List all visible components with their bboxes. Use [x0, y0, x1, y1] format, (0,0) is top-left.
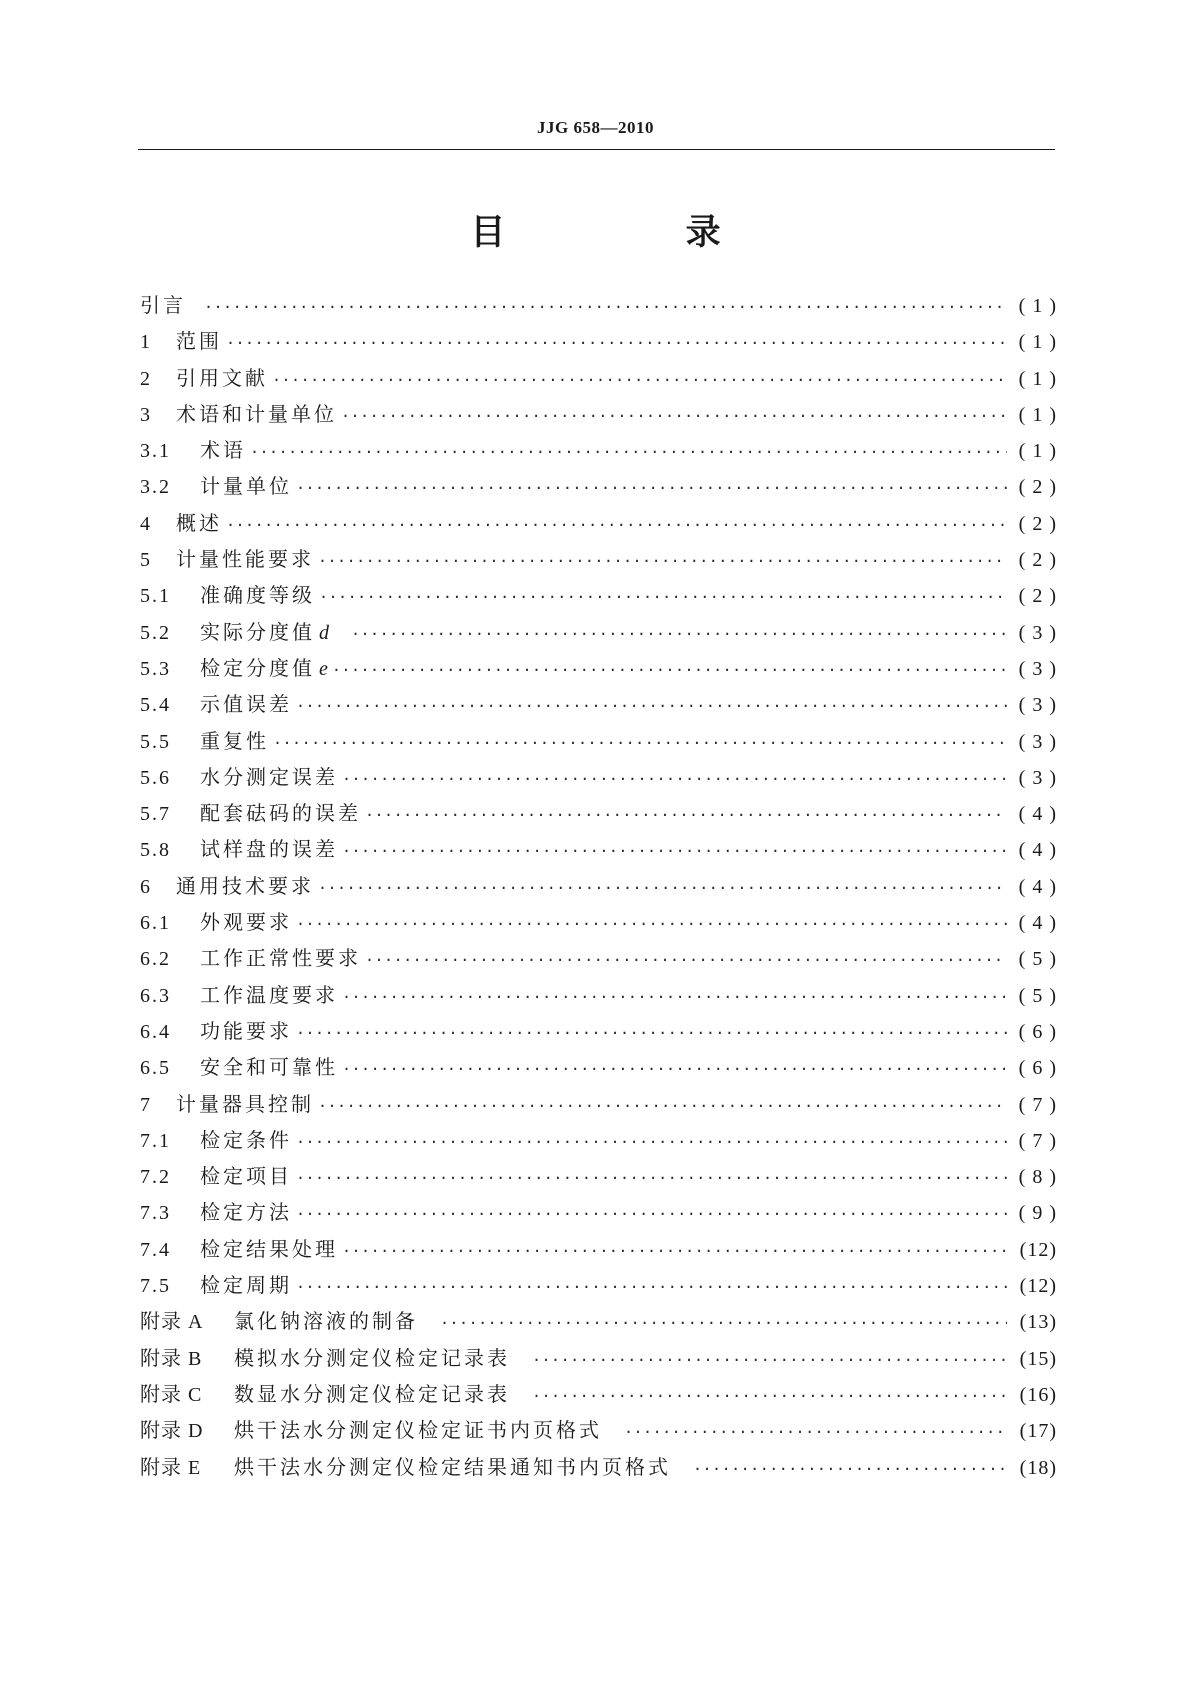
toc-entry-label: 数显水分测定仪检定记录表 — [234, 1381, 510, 1406]
toc-entry-symbol: e — [319, 657, 328, 680]
toc-entry-page: ( 8 ) — [1018, 1166, 1057, 1189]
toc-entry-label: 水分测定误差 — [200, 764, 338, 789]
toc-dot-leader — [250, 443, 1007, 461]
toc-entry-label: 范围 — [176, 329, 222, 354]
toc-entry-page: ( 2 ) — [1018, 585, 1057, 608]
toc-dot-leader — [296, 1133, 1007, 1151]
toc-entry[interactable] — [140, 942, 1057, 978]
toc-entry-label: 检定结果处理 — [200, 1236, 338, 1261]
toc-dot-leader — [365, 806, 1007, 824]
toc-entry[interactable] — [140, 1160, 1057, 1196]
toc-entry-page: ( 3 ) — [1018, 730, 1057, 753]
toc-entry[interactable] — [140, 616, 1057, 652]
toc-dot-leader — [440, 1314, 1007, 1332]
toc-dot-leader — [342, 770, 1007, 788]
toc-entry-number: 附录 A — [140, 1311, 204, 1334]
toc-entry-number: 7.5 — [140, 1275, 171, 1298]
toc-entry[interactable] — [140, 507, 1057, 543]
toc-entry[interactable] — [140, 325, 1057, 361]
toc-entry-label: 计量器具控制 — [176, 1091, 314, 1116]
toc-entry-number: 3 — [140, 403, 150, 426]
toc-entry-number: 6 — [140, 875, 150, 898]
toc-dot-leader — [693, 1460, 1007, 1478]
toc-entry-number: 3.2 — [140, 476, 171, 499]
toc-entry[interactable] — [140, 1015, 1057, 1051]
toc-entry-number: 5 — [140, 549, 150, 572]
toc-entry[interactable] — [140, 362, 1057, 398]
toc-dot-leader — [318, 1097, 1007, 1115]
toc-entry-label: 术语 — [200, 438, 246, 463]
toc-entry[interactable] — [140, 1414, 1057, 1450]
toc-entry-label: 烘干法水分测定仪检定结果通知书内页格式 — [234, 1454, 671, 1479]
toc-entry-number: 5.8 — [140, 839, 171, 862]
toc-entry-page: (15) — [1019, 1347, 1057, 1370]
toc-dot-leader — [342, 842, 1007, 860]
toc-entry-number: 6.3 — [140, 984, 171, 1007]
toc-entry-page: ( 7 ) — [1018, 1093, 1057, 1116]
toc-entry[interactable] — [140, 470, 1057, 506]
toc-entry-number: 3.1 — [140, 440, 171, 463]
toc-entry-label: 准确度等级 — [200, 583, 315, 608]
toc-dot-leader — [296, 479, 1007, 497]
toc-entry-page: ( 3 ) — [1018, 621, 1057, 644]
toc-dot-leader — [332, 661, 1007, 679]
toc-entry[interactable] — [140, 1233, 1057, 1269]
toc-entry-number: 7.2 — [140, 1166, 171, 1189]
toc-entry-number: 5.1 — [140, 585, 171, 608]
toc-entry-number: 6.4 — [140, 1020, 171, 1043]
toc-entry[interactable] — [140, 398, 1057, 434]
toc-entry[interactable] — [140, 1051, 1057, 1087]
toc-entry-label: 实际分度值 — [200, 619, 315, 644]
toc-entry-page: ( 1 ) — [1018, 440, 1057, 463]
toc-entry-page: (12) — [1019, 1275, 1057, 1298]
toc-entry-page: ( 5 ) — [1018, 984, 1057, 1007]
header-divider — [138, 149, 1055, 150]
toc-dot-leader — [624, 1423, 1007, 1441]
toc-dot-leader — [296, 1024, 1007, 1042]
toc-entry-number: 5.5 — [140, 730, 171, 753]
toc-entry-number: 5.3 — [140, 657, 171, 680]
toc-entry-label: 烘干法水分测定仪检定证书内页格式 — [234, 1418, 602, 1443]
toc-entry[interactable] — [140, 434, 1057, 470]
toc-entry-label: 功能要求 — [200, 1018, 292, 1043]
toc-entry-number: 6.5 — [140, 1057, 171, 1080]
toc-entry-page: ( 1 ) — [1018, 295, 1057, 317]
toc-entry-label: 安全和可靠性 — [200, 1055, 338, 1080]
toc-entry-page: (18) — [1019, 1456, 1057, 1479]
toc-entry-label: 术语和计量单位 — [176, 401, 337, 426]
toc-entry-label: 计量性能要求 — [176, 547, 314, 572]
toc-entry[interactable] — [140, 579, 1057, 615]
toc-dot-leader — [273, 734, 1007, 752]
toc-dot-leader — [342, 988, 1007, 1006]
toc-dot-leader — [296, 915, 1007, 933]
toc-entry-page: ( 4 ) — [1018, 875, 1057, 898]
toc-entry-number: 附录 E — [140, 1456, 202, 1479]
toc-entry-page: ( 3 ) — [1018, 657, 1057, 680]
toc-entry[interactable] — [140, 797, 1057, 833]
toc-entry[interactable] — [140, 761, 1057, 797]
toc-entry-label: 示值误差 — [200, 692, 292, 717]
toc-dot-leader — [318, 879, 1007, 897]
toc-entry-label: 计量单位 — [200, 474, 292, 499]
toc-entry-page: (13) — [1019, 1311, 1057, 1334]
toc-dot-leader — [532, 1351, 1007, 1369]
toc-dot-leader — [318, 552, 1007, 570]
toc-entry-page: ( 1 ) — [1018, 367, 1057, 390]
toc-entry-number: 1 — [140, 331, 150, 354]
toc-entry-number: 7.1 — [140, 1129, 171, 1152]
toc-entry-label: 引言 — [140, 293, 186, 317]
toc-entry-page: ( 1 ) — [1018, 403, 1057, 426]
toc-dot-leader — [296, 1205, 1007, 1223]
toc-entry-page: ( 4 ) — [1018, 839, 1057, 862]
toc-entry-label: 检定分度值 — [200, 655, 315, 680]
toc-dot-leader — [532, 1387, 1007, 1405]
toc-entry-number: 附录 C — [140, 1383, 203, 1406]
toc-dot-leader — [342, 1242, 1007, 1260]
toc-entry-label: 检定周期 — [200, 1273, 292, 1298]
toc-entry-page: ( 7 ) — [1018, 1129, 1057, 1152]
toc-entry-label: 重复性 — [200, 728, 269, 753]
toc-entry-label: 概述 — [176, 510, 222, 535]
toc-entry[interactable] — [140, 688, 1057, 724]
toc-entry[interactable] — [140, 543, 1057, 579]
toc-entry[interactable] — [140, 652, 1057, 688]
toc-entry[interactable] — [140, 1196, 1057, 1232]
toc-entry-label: 配套砝码的误差 — [200, 801, 361, 826]
toc-entry[interactable] — [140, 1088, 1057, 1124]
toc-entry-number: 5.2 — [140, 621, 171, 644]
toc-entry-page: (17) — [1019, 1420, 1057, 1443]
toc-entry-label: 引用文献 — [176, 365, 268, 390]
toc-entry-number: 4 — [140, 512, 150, 535]
toc-dot-leader — [365, 951, 1007, 969]
toc-entry[interactable] — [140, 870, 1057, 906]
toc-dot-leader — [296, 697, 1007, 715]
toc-dot-leader — [204, 298, 1007, 316]
toc-entry-page: ( 6 ) — [1018, 1020, 1057, 1043]
toc-entry-page: ( 3 ) — [1018, 766, 1057, 789]
toc-entry-label: 检定方法 — [200, 1200, 292, 1225]
toc-entry[interactable] — [140, 725, 1057, 761]
toc-entry-page: (12) — [1019, 1238, 1057, 1261]
toc-entry-page: ( 6 ) — [1018, 1057, 1057, 1080]
toc-entry-label: 检定项目 — [200, 1164, 292, 1189]
toc-dot-leader — [226, 334, 1007, 352]
toc-entry-number: 7.3 — [140, 1202, 171, 1225]
toc-entry-symbol: d — [319, 621, 329, 644]
toc-entry-page: ( 2 ) — [1018, 476, 1057, 499]
toc-entry-page: ( 1 ) — [1018, 331, 1057, 354]
toc-entry[interactable] — [140, 833, 1057, 869]
toc-entry-label: 工作温度要求 — [200, 982, 338, 1007]
toc-dot-leader — [342, 1060, 1007, 1078]
toc-entry[interactable] — [140, 1305, 1057, 1341]
page-title: 目 录 — [470, 213, 805, 253]
toc-entry-number: 附录 B — [140, 1347, 203, 1370]
toc-entry-number: 2 — [140, 367, 150, 390]
toc-entry-label: 工作正常性要求 — [200, 946, 361, 971]
toc-entry[interactable] — [140, 1269, 1057, 1305]
toc-entry-label: 检定条件 — [200, 1127, 292, 1152]
toc-entry[interactable] — [140, 1124, 1057, 1160]
toc-entry-page: ( 4 ) — [1018, 803, 1057, 826]
toc-entry-label: 试样盘的误差 — [200, 837, 338, 862]
toc-dot-leader — [341, 407, 1007, 425]
toc-entry-label: 氯化钠溶液的制备 — [234, 1309, 418, 1334]
toc-dot-leader — [296, 1278, 1007, 1296]
toc-entry-label: 模拟水分测定仪检定记录表 — [234, 1345, 510, 1370]
table-of-contents — [140, 289, 1057, 1487]
toc-entry-page: ( 2 ) — [1018, 512, 1057, 535]
toc-entry-number: 附录 D — [140, 1420, 204, 1443]
toc-entry-number: 7.4 — [140, 1238, 171, 1261]
toc-entry-label: 通用技术要求 — [176, 873, 314, 898]
toc-dot-leader — [296, 1169, 1007, 1187]
toc-dot-leader — [351, 625, 1007, 643]
toc-dot-leader — [319, 588, 1007, 606]
toc-entry-number: 7 — [140, 1093, 150, 1116]
toc-entry-page: ( 9 ) — [1018, 1202, 1057, 1225]
toc-entry-number: 6.1 — [140, 912, 171, 935]
toc-entry-label: 外观要求 — [200, 910, 292, 935]
toc-entry-page: ( 3 ) — [1018, 694, 1057, 717]
toc-entry-page: ( 2 ) — [1018, 549, 1057, 572]
toc-entry[interactable] — [140, 289, 1057, 325]
toc-entry-page: ( 5 ) — [1018, 948, 1057, 971]
page-header-code: JJG 658—2010 — [537, 118, 654, 137]
toc-dot-leader — [272, 371, 1007, 389]
toc-entry-number: 5.6 — [140, 766, 171, 789]
toc-entry-number: 5.7 — [140, 803, 171, 826]
toc-entry[interactable] — [140, 1451, 1057, 1487]
toc-entry[interactable] — [140, 1342, 1057, 1378]
toc-entry-number: 6.2 — [140, 948, 171, 971]
toc-entry[interactable] — [140, 979, 1057, 1015]
toc-entry-page: ( 4 ) — [1018, 912, 1057, 935]
toc-entry[interactable] — [140, 1378, 1057, 1414]
toc-entry-number: 5.4 — [140, 694, 171, 717]
toc-entry[interactable] — [140, 906, 1057, 942]
toc-dot-leader — [226, 516, 1007, 534]
toc-entry-page: (16) — [1019, 1383, 1057, 1406]
